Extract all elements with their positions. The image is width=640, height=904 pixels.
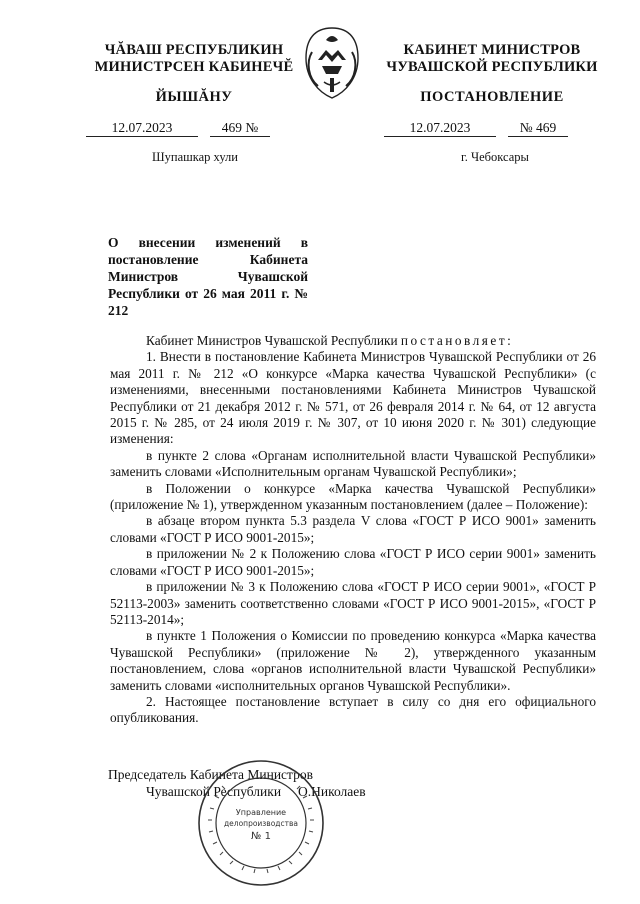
preamble-text: Кабинет Министров Чувашской Республики	[146, 333, 398, 348]
decree-word: постановляет:	[400, 333, 514, 348]
paragraph-2: в пункте 2 слова «Органам исполнительной власти Чувашской Республики» заменить словами «Исполнительным органам Чувашской Республики»;	[110, 447, 596, 480]
left-number: 469 №	[210, 120, 270, 137]
official-stamp	[196, 758, 326, 888]
header-right-line2: ЧУВАШСКОЙ РЕСПУБЛИКИ	[386, 59, 598, 75]
coat-of-arms-emblem	[296, 22, 368, 104]
header-left-org	[74, 42, 314, 76]
document-subject: О внесении изменений в постановление Кабинета Министров Чувашской Республики от 26 мая 2011 г. № 212	[108, 235, 308, 318]
signatory-title-line1: Председатель Кабинета Министров	[108, 767, 313, 782]
paragraph-7: в пункте 1 Положения о Комиссии по проведению конкурса «Марка качества Чувашской Республики» (приложение № 2), утвержденного указанным постановлением, слова «органов исполнительной власти Чувашской Республики» заменить словами «исполнительных органов Чувашской Республики».	[110, 628, 596, 693]
preamble	[110, 333, 596, 349]
header-right-doc-type: ПОСТАНОВЛЕНИЕ	[420, 89, 564, 105]
paragraph-3: в Положении о конкурсе «Марка качества Чувашской Республики» (приложение № 1), утвержденном указанным постановлением (далее – Положение):	[110, 480, 596, 513]
paragraph-4: в абзаце втором пункта 5.3 раздела V слова «ГОСТ Р ИСО 9001» заменить словами «ГОСТ Р ИСО 9001-2015»;	[110, 513, 596, 545]
paragraph-8: 2. Настоящее постановление вступает в силу со дня его официального опубликования.	[110, 693, 596, 726]
paragraph-5: в приложении № 2 к Положению слова «ГОСТ Р ИСО серии 9001» заменить словами «ГОСТ Р ИСО 9001-2015»;	[110, 546, 596, 578]
header-right-line1: КАБИНЕТ МИНИСТРОВ	[403, 42, 581, 58]
stamp-line3: № 1	[251, 831, 271, 842]
header-left-line1: ЧĂВАШ РЕСПУБЛИКИН	[104, 42, 284, 58]
right-city: г. Чебоксары	[461, 150, 529, 164]
header-left-line2: МИНИСТРСЕН КАБИНЕЧĔ	[94, 59, 294, 75]
right-number: № 469	[508, 120, 568, 137]
right-date: 12.07.2023	[384, 120, 496, 137]
paragraph-1: 1. Внести в постановление Кабинета Министров Чувашской Республики от 26 мая 2011 г. № 212 «О конкурсе «Марка качества Чувашской Республики» (с изменениями, внесенными постановлениями Кабинета Министров Чувашской Республики от 21 декабря 2012 г. № 571, от 26 февраля 2014 г. № 64, от 12 августа 2015 г. № 285, от 24 июля 2019 г. № 307, от 10 июня 2020 г. № 301) следующие изменения:	[110, 349, 596, 447]
header-right-org	[372, 42, 612, 76]
signatory-name: О.Николаев	[298, 784, 366, 799]
stamp-line2: делопроизводства	[223, 819, 299, 828]
header-left-doc-type: ЙЫШĂНУ	[155, 89, 233, 105]
left-city: Шупашкар хули	[152, 150, 238, 164]
left-date: 12.07.2023	[86, 120, 198, 137]
signatory-title-line2: Чувашской Республики	[146, 784, 282, 799]
paragraph-6: в приложении № 3 к Положению слова «ГОСТ Р ИСО серии 9001», «ГОСТ Р 52113-2003» заменить соответственно словами «ГОСТ Р ИСО 9001-2015», «ГОСТ Р 52113-2014»;	[110, 579, 596, 627]
document-body	[110, 333, 596, 727]
stamp-line1: Управление	[235, 808, 287, 817]
